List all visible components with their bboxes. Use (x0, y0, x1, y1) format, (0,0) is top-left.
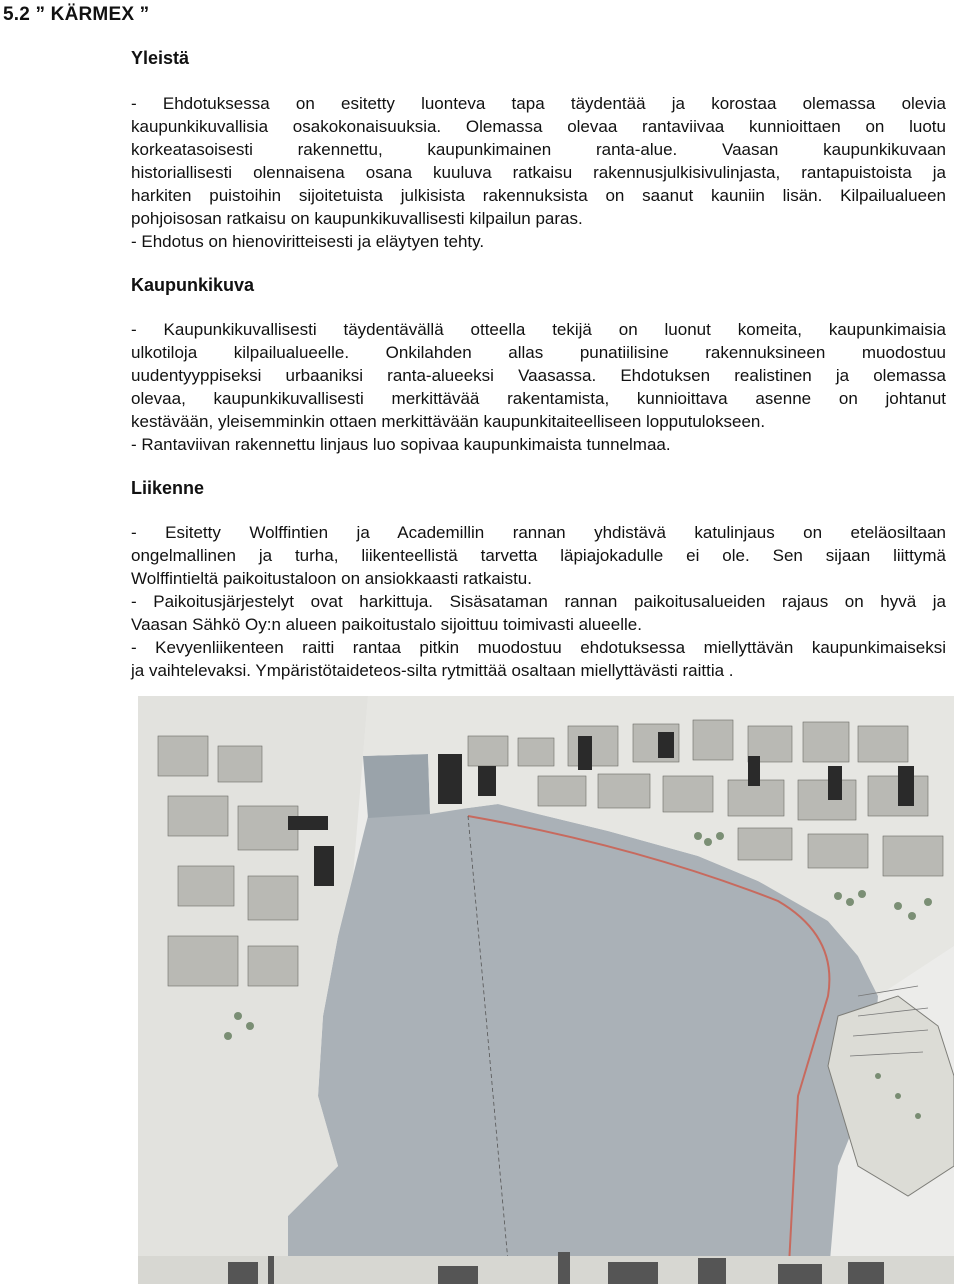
section-body-yleista (131, 92, 946, 253)
section-title-liikenne: Liikenne (131, 478, 205, 498)
text-line: - Ehdotus on hienoviritteisesti ja eläytyen tehty. (131, 232, 485, 251)
text-line: - Kevyenliikenteen raitti rantaa pitkin muodostuu ehdotuksessa miellyttävän kaupunkimaiseksi (131, 638, 946, 657)
text-line: harkiten puistoihin sijoitetuista julkisista rakennuksista on saanut kauniin lisän. Kilpailualueen (131, 186, 946, 205)
text-line: - Paikoitusjärjestelyt ovat harkittuja. Sisäsataman rannan paikoitusalueiden rajaus on hyvä ja (131, 592, 946, 611)
skyline-elevation (138, 1252, 954, 1284)
text-line: olevaa, kaupunkikuvallisesti merkittävää rakentamista, kunnioittava asenne on johtanut (131, 389, 946, 408)
text-line: korkeatasoisesti rakennettu, kaupunkimainen ranta-alue. Vaasan kaupunkikuvaan (131, 140, 946, 159)
section-body-liikenne (131, 521, 946, 682)
text-line: - Ehdotuksessa on esitetty luonteva tapa täydentää ja korostaa olemassa olevia (131, 94, 946, 113)
text-line: kaupunkikuvallisia osakokonaisuuksia. Olemassa olevaa rantaviivaa kunnioittaen on luotu (131, 117, 946, 136)
text-line: - Rantaviivan rakennettu linjaus luo sopivaa kaupunkimaista tunnelmaa. (131, 435, 671, 454)
text-line: - Esitetty Wolffintien ja Academillin rannan yhdistävä katulinjaus on eteläosiltaan (131, 523, 946, 542)
text-line: pohjoisosan ratkaisu on kaupunkikuvallisesti kilpailun paras. (131, 209, 583, 228)
section-title-yleista: Yleistä (131, 48, 190, 68)
text-line: ulkotiloja kilpailualueelle. Onkilahden allas punatiilisine rakennuksineen muodostuu (131, 343, 946, 362)
text-line: Vaasan Sähkö Oy:n alueen paikoitustalo sijoittuu toimivasti alueelle. (131, 615, 642, 634)
text-line: uudentyyppiseksi urbaaniksi ranta-alueeksi Vaasassa. Ehdotuksen realistinen ja olemassa (131, 366, 946, 385)
text-line: - Kaupunkikuvallisesti täydentävällä otteella tekijä on luonut komeita, kaupunkimaisia (131, 320, 946, 339)
harbour-basin (363, 754, 430, 818)
section-body-kaupunkikuva (131, 318, 946, 456)
text-line: kestävään, yleisemminkin ottaen merkittävään kaupunkitaiteelliseen lopputulokseen. (131, 412, 766, 431)
site-plan-image (138, 696, 954, 1284)
text-line: historiallisesti olennaisena osana kuuluva ratkaisu rakennusjulkisivulinjasta, rantapuistoista ja (131, 163, 946, 182)
section-title-kaupunkikuva: Kaupunkikuva (131, 275, 255, 295)
page-heading: 5.2 ” KÄRMEX ” (3, 4, 150, 25)
text-line: ongelmallinen ja turha, liikenteellistä tarvetta läpiajokadulle ei ole. Sen sijaan liittymä (131, 546, 946, 565)
text-line: ja vaihtelevaksi. Ympäristötaideteos-silta rytmittää osaltaan miellyttävästi raittia . (131, 661, 734, 680)
text-line: Wolffintieltä paikoitustaloon on ansiokkaasti ratkaistu. (131, 569, 532, 588)
